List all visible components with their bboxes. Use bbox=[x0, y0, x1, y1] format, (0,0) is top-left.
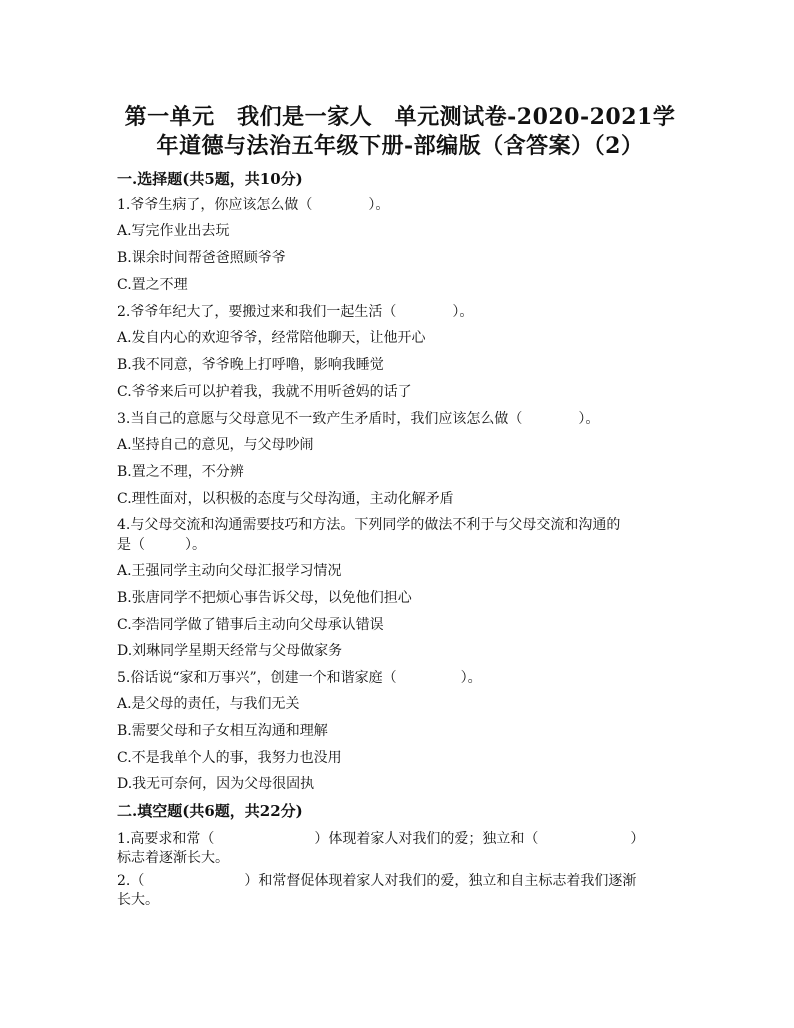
section-heading-choice: 一.选择题(共5题，共10分) bbox=[117, 170, 303, 188]
fill-question-1-continued: 标志着逐渐长大。 bbox=[117, 850, 229, 866]
question-text: 1.爷爷生病了，你应该怎么做（ bbox=[117, 197, 313, 213]
option-c: C.不是我单个人的事，我努力也没用 bbox=[117, 750, 342, 766]
fill-question-2 bbox=[117, 872, 636, 890]
option-a: A.王强同学主动向父母汇报学习情况 bbox=[117, 563, 342, 579]
question-text: 1.高要求和常（ bbox=[117, 831, 215, 847]
option-b: B.我不同意，爷爷晚上打呼噜，影响我睡觉 bbox=[117, 357, 384, 373]
option-a: A.坚持自己的意见，与父母吵闹 bbox=[117, 437, 314, 453]
section-heading-fill: 二.填空题(共6题，共22分) bbox=[117, 802, 303, 820]
option-b: B.张唐同学不把烦心事告诉父母，以免他们担心 bbox=[117, 590, 412, 606]
question-text: ） bbox=[630, 831, 645, 847]
question-4-continued bbox=[117, 536, 206, 554]
option-a: A.是父母的责任，与我们无关 bbox=[117, 696, 300, 712]
option-c: C.李浩同学做了错事后主动向父母承认错误 bbox=[117, 617, 384, 633]
option-a: A.写完作业出去玩 bbox=[117, 223, 230, 239]
question-text: ）。 bbox=[368, 197, 390, 213]
option-d: D.我无可奈何，因为父母很固执 bbox=[117, 776, 315, 792]
question-text: ）体现着家人对我们的爱；独立和（ bbox=[314, 831, 539, 847]
option-b: B.置之不理，不分辨 bbox=[117, 464, 244, 480]
question-text: 2.爷爷年纪大了，要搬过来和我们一起生活（ bbox=[117, 304, 397, 320]
fill-question-1 bbox=[117, 830, 644, 848]
option-c: C.爷爷来后可以护着我，我就不用听爸妈的话了 bbox=[117, 384, 412, 400]
option-c: C.理性面对，以积极的态度与父母沟通，主动化解矛盾 bbox=[117, 491, 454, 507]
option-a: A.发自内心的欢迎爷爷，经常陪他聊天，让他开心 bbox=[117, 330, 426, 346]
question-text: 5.俗话说“家和万事兴”，创建一个和谐家庭（ bbox=[117, 670, 397, 686]
question-3 bbox=[117, 410, 599, 428]
question-text: ）。 bbox=[578, 411, 600, 427]
question-1 bbox=[117, 196, 389, 214]
question-text: ）和常督促体现着家人对我们的爱，独立和自主标志着我们逐渐 bbox=[244, 873, 637, 889]
question-text: ）。 bbox=[185, 537, 206, 553]
question-text: ）。 bbox=[460, 670, 482, 686]
question-5 bbox=[117, 669, 482, 687]
question-text: ）。 bbox=[452, 304, 474, 320]
document-title-line-1: 第一单元 我们是一家人 单元测试卷-2020-2021学 bbox=[124, 104, 676, 130]
option-b: B.需要父母和子女相互沟通和理解 bbox=[117, 723, 328, 739]
question-2 bbox=[117, 303, 473, 321]
option-b: B.课余时间帮爸爸照顾爷爷 bbox=[117, 250, 286, 266]
option-c: C.置之不理 bbox=[117, 277, 188, 293]
document-title-line-2: 年道德与法治五年级下册-部编版（含答案）（2） bbox=[156, 133, 644, 159]
question-text: 2.（ bbox=[117, 873, 145, 889]
option-d: D.刘琳同学星期天经常与父母做家务 bbox=[117, 643, 343, 659]
question-4: 4.与父母交流和沟通需要技巧和方法。下列同学的做法不利于与父母交流和沟通的 bbox=[117, 517, 621, 533]
question-text: 是（ bbox=[117, 537, 145, 553]
fill-question-2-continued: 长大。 bbox=[117, 892, 159, 908]
question-text: 3.当自己的意愿与父母意见不一致产生矛盾时，我们应该怎么做（ bbox=[117, 411, 523, 427]
